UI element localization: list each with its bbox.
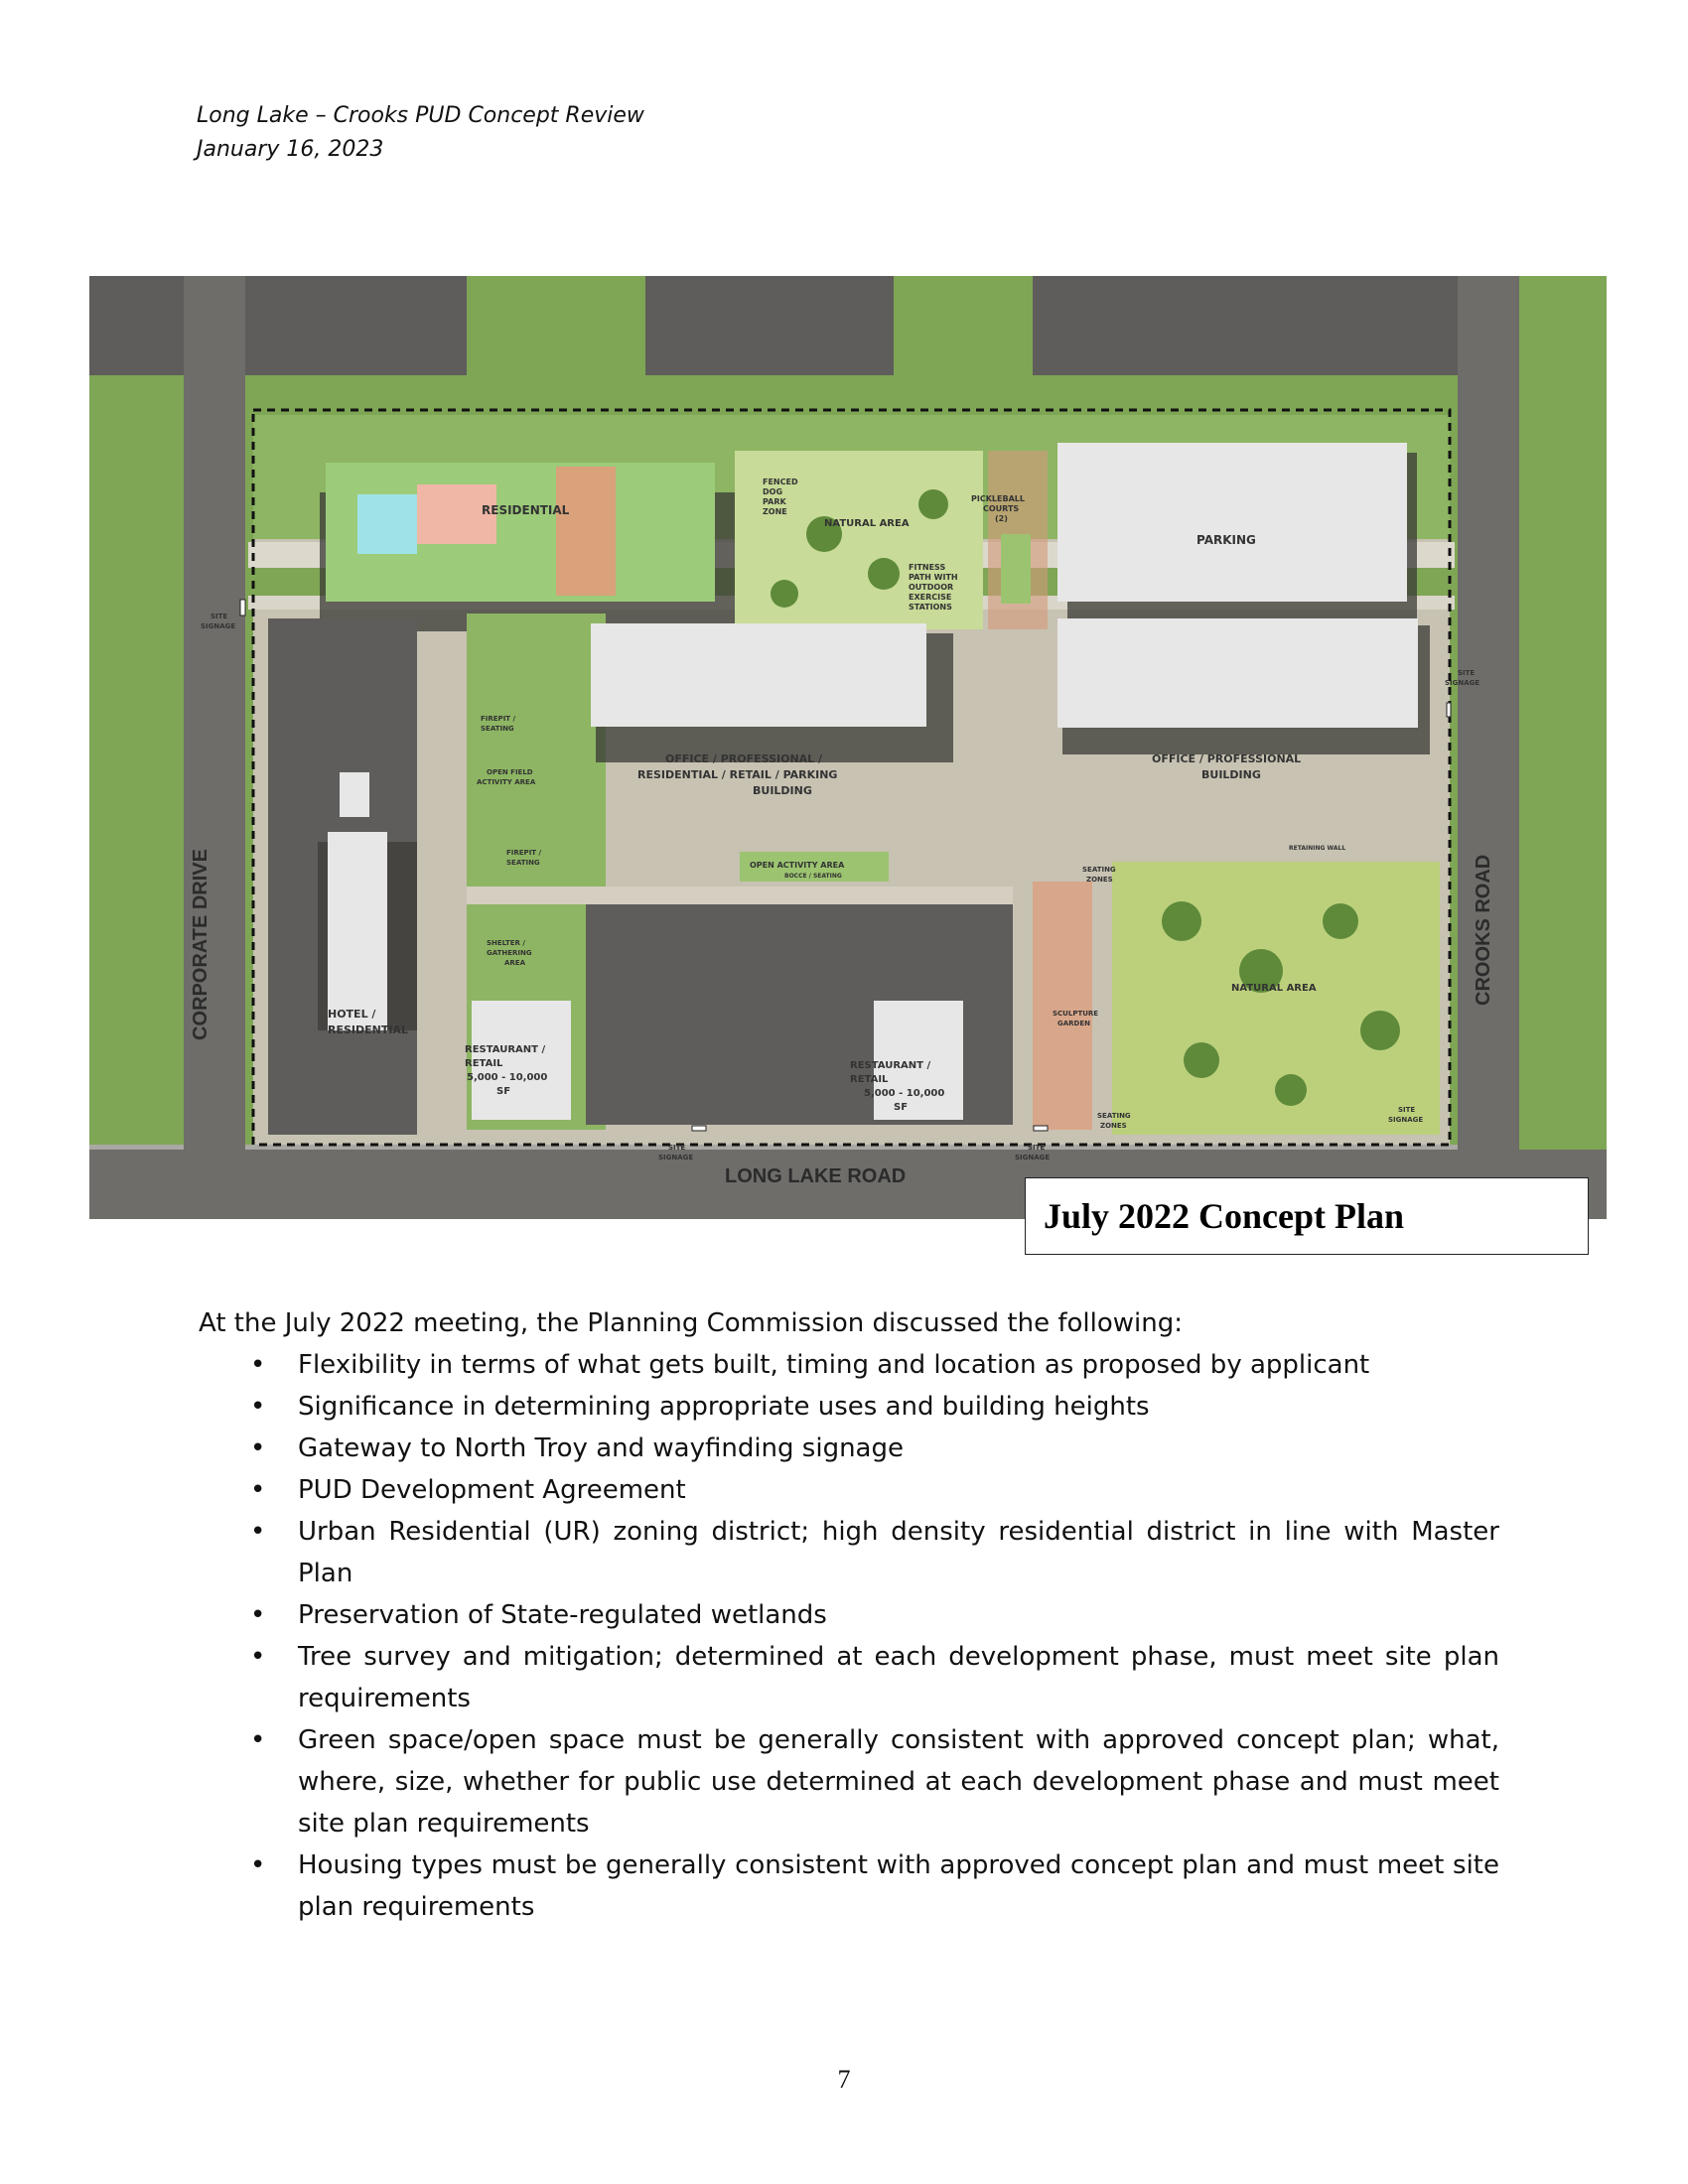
list-item <box>199 1594 1499 1636</box>
label-natural-area-top: NATURAL AREA <box>824 518 910 529</box>
site-plan-image <box>89 276 1607 1219</box>
list-item-text: Gateway to North Troy and wayfinding signage <box>298 1433 904 1463</box>
label-office-prof: OFFICE / PROFESSIONAL BUILDING <box>1152 752 1302 781</box>
label-residential: RESIDENTIAL <box>482 503 570 517</box>
label-parking: PARKING <box>1196 533 1256 547</box>
list-item-text: PUD Development Agreement <box>298 1475 686 1505</box>
list-item <box>199 1511 1499 1594</box>
label-fitness-path: FITNESS PATH WITH OUTDOOR EXERCISE STATIONS <box>909 563 958 612</box>
crooks-road <box>1458 276 1519 1219</box>
label-site-signage-bottom-left: SITE SIGNAGE <box>658 1144 694 1161</box>
bullet-icon: • <box>250 1392 266 1422</box>
label-corporate-drive: CORPORATE DRIVE <box>190 849 211 1040</box>
label-sculpture-garden: SCULPTURE GARDEN <box>1053 1010 1099 1027</box>
plan-caption: July 2022 Concept Plan <box>1044 1196 1405 1236</box>
list-item <box>199 1636 1499 1719</box>
label-pickleball: PICKLEBALL COURTS (2) <box>971 494 1025 523</box>
sign-marker-left <box>240 600 245 615</box>
page-number: 7 <box>837 2065 851 2094</box>
sign-marker-bottom-left <box>692 1126 706 1131</box>
label-firepit-1: FIREPIT / SEATING <box>481 715 516 733</box>
label-shelter: SHELTER / GATHERING AREA <box>487 939 532 967</box>
sign-marker-right <box>1447 703 1451 717</box>
label-bocce: BOCCE / SEATING <box>784 873 842 880</box>
list-item-text: Significance in determining appropriate uses and building heights <box>298 1392 1150 1422</box>
list-item-text: Flexibility in terms of what gets built, timing and location as proposed by applicant <box>298 1350 1370 1380</box>
label-site-signage-bottom-right: SITE SIGNAGE <box>1388 1106 1424 1124</box>
label-site-signage-left: SITE SIGNAGE <box>201 613 236 630</box>
list-item <box>199 1719 1499 1844</box>
list-item <box>199 1469 1499 1511</box>
bullet-icon: • <box>250 1600 266 1630</box>
label-restaurant-2: RESTAURANT / RETAIL 5,000 - 10,000 SF <box>850 1060 945 1113</box>
bullet-icon: • <box>250 1850 266 1880</box>
label-hotel: HOTEL / RESIDENTIAL <box>328 1008 408 1036</box>
bullet-icon: • <box>250 1642 266 1672</box>
list-item <box>199 1344 1499 1386</box>
discussion-list <box>199 1344 1499 1928</box>
list-item <box>199 1386 1499 1428</box>
label-seating-bottom: SEATING ZONES <box>1097 1112 1131 1130</box>
list-item <box>199 1428 1499 1469</box>
corporate-drive <box>184 276 245 1219</box>
site-plan-drawing <box>89 276 1607 1219</box>
label-seating-top: SEATING ZONES <box>1082 866 1116 884</box>
list-item-text: Housing types must be generally consistent with approved concept plan and must meet site plan requirements <box>298 1850 1499 1922</box>
label-restaurant-1: RESTAURANT / RETAIL 5,000 - 10,000 SF <box>465 1044 548 1097</box>
list-item <box>199 1844 1499 1928</box>
header-date: January 16, 2023 <box>197 137 384 162</box>
header-title: Long Lake – Crooks PUD Concept Review <box>197 103 644 128</box>
label-open-field: OPEN FIELD ACTIVITY AREA <box>477 768 536 786</box>
label-long-lake-road: LONG LAKE ROAD <box>725 1165 907 1187</box>
list-item-text: Tree survey and mitigation; determined at each development phase, must meet site plan requirements <box>298 1642 1499 1713</box>
list-item-text: Green space/open space must be generally consistent with approved concept plan; what, where, size, whether for public use determined at each development phase and must meet site plan requirements <box>298 1725 1499 1839</box>
label-site-signage-right: SITE SIGNAGE <box>1445 669 1480 687</box>
label-dog-park: FENCED DOG PARK ZONE <box>763 478 798 516</box>
label-natural-area-right: NATURAL AREA <box>1231 983 1317 994</box>
list-item-text: Preservation of State-regulated wetlands <box>298 1600 827 1630</box>
list-item-text: Urban Residential (UR) zoning district; high density residential district in line with Master Plan <box>298 1517 1499 1588</box>
bullet-icon: • <box>250 1517 266 1547</box>
label-site-signage-bottom-mid: SITE SIGNAGE <box>1015 1144 1051 1161</box>
intro-paragraph: At the July 2022 meeting, the Planning Commission discussed the following: <box>199 1308 1184 1338</box>
document-header <box>197 99 644 167</box>
bullet-icon: • <box>250 1350 266 1380</box>
sign-marker-bottom-mid <box>1034 1126 1048 1131</box>
bullet-icon: • <box>250 1475 266 1505</box>
plan-caption-box <box>1025 1177 1589 1255</box>
label-office-mixed: OFFICE / PROFESSIONAL / RESIDENTIAL / RETAIL / PARKING BUILDING <box>637 752 838 797</box>
label-retaining-wall: RETAINING WALL <box>1289 845 1346 852</box>
label-firepit-2: FIREPIT / SEATING <box>506 849 542 867</box>
label-crooks-road: CROOKS ROAD <box>1473 854 1494 1006</box>
label-open-activity: OPEN ACTIVITY AREA <box>750 861 845 870</box>
bullet-icon: • <box>250 1725 266 1755</box>
bullet-icon: • <box>250 1433 266 1463</box>
parking-structure <box>1057 443 1407 602</box>
